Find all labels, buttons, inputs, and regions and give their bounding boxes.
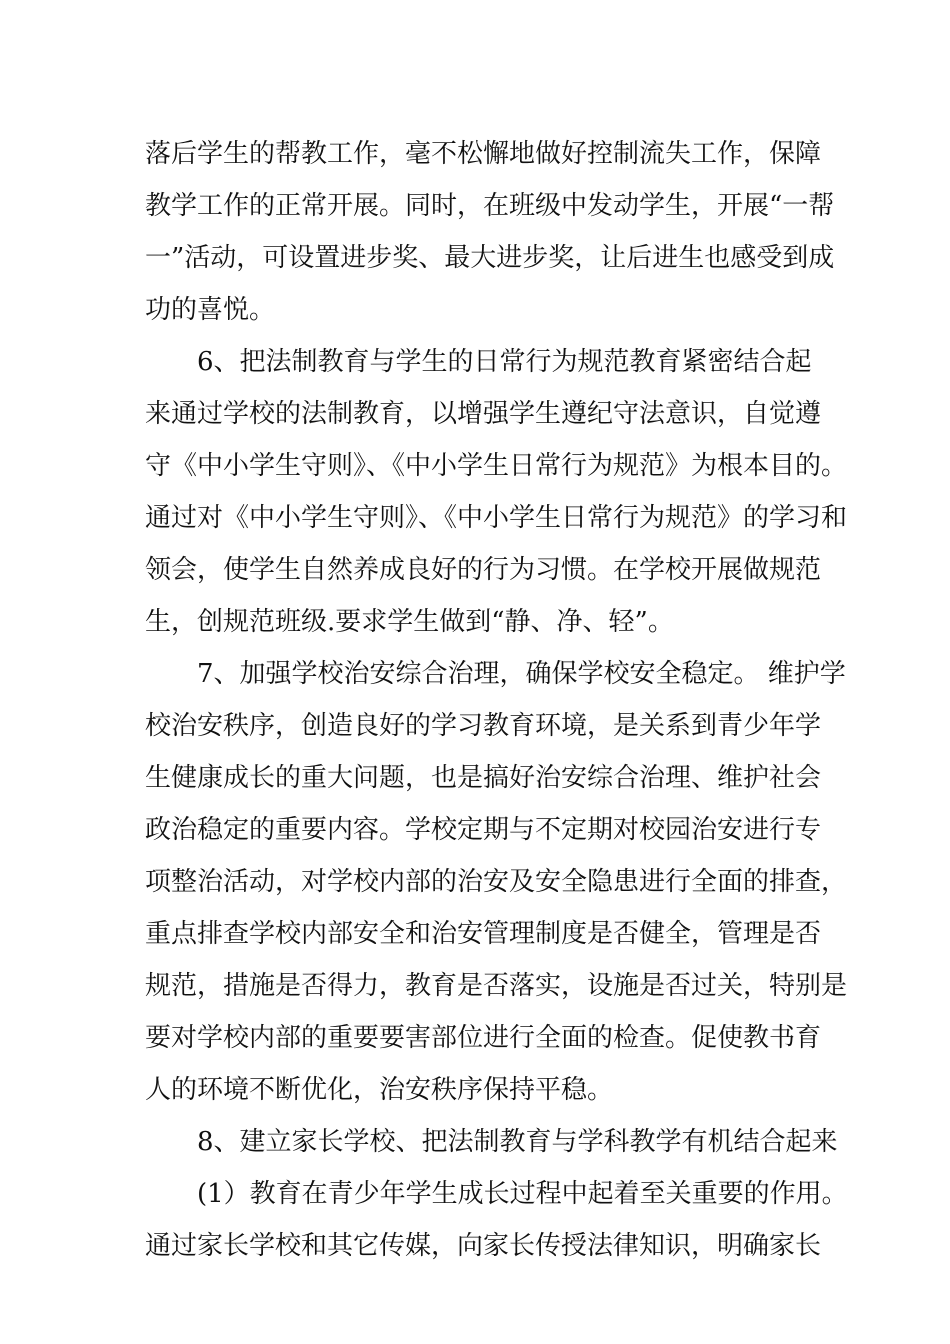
text-line: 通过家长学校和其它传媒，向家长传授法律知识，明确家长 xyxy=(145,1231,822,1261)
paragraph-8-heading-line: 8、建立家长学校、把法制教育与学科教学有机结合起来 xyxy=(197,1127,838,1157)
text-line: 人的环境不断优化，治安秩序保持平稳。 xyxy=(145,1075,614,1105)
text-line: 重点排查学校内部安全和治安管理制度是否健全，管理是否 xyxy=(145,919,822,949)
text-line: 生，创规范班级.要求学生做到“静、净、轻”。 xyxy=(145,607,674,637)
text-line: 项整治活动，对学校内部的治安及安全隐患进行全面的排查， xyxy=(145,867,848,897)
text-line: 教学工作的正常开展。同时，在班级中发动学生，开展“一帮 xyxy=(145,191,835,221)
text-line: 来通过学校的法制教育，以增强学生遵纪守法意识，自觉遵 xyxy=(145,399,822,429)
text-line: 生健康成长的重大问题，也是搞好治安综合治理、维护社会 xyxy=(145,763,822,793)
text-line: 校治安秩序，创造良好的学习教育环境，是关系到青少年学 xyxy=(145,711,822,741)
text-line: 规范，措施是否得力，教育是否落实，设施是否过关，特别是 xyxy=(145,971,848,1001)
subparagraph-1-line: (1）教育在青少年学生成长过程中起着至关重要的作用。 xyxy=(197,1179,848,1209)
text-line: 一”活动，可设置进步奖、最大进步奖，让后进生也感受到成 xyxy=(145,243,835,273)
text-line: 通过对《中小学生守则》、《中小学生日常行为规范》的学习和 xyxy=(145,503,848,533)
text-line: 领会，使学生自然养成良好的行为习惯。在学校开展做规范 xyxy=(145,555,822,585)
paragraph-6-heading-line: 6、把法制教育与学生的日常行为规范教育紧密结合起 xyxy=(197,347,812,377)
paragraph-7-heading-line: 7、加强学校治安综合治理，确保学校安全稳定。 维护学 xyxy=(197,659,846,689)
text-line: 落后学生的帮教工作，毫不松懈地做好控制流失工作，保障 xyxy=(145,139,822,169)
text-line: 要对学校内部的重要要害部位进行全面的检查。促使教书育 xyxy=(145,1023,822,1053)
document-body xyxy=(145,128,848,1272)
text-line: 政治稳定的重要内容。学校定期与不定期对校园治安进行专 xyxy=(145,815,822,845)
text-line: 守《中小学生守则》、《中小学生日常行为规范》为根本目的。 xyxy=(145,451,848,481)
text-line: 功的喜悦。 xyxy=(145,295,276,325)
